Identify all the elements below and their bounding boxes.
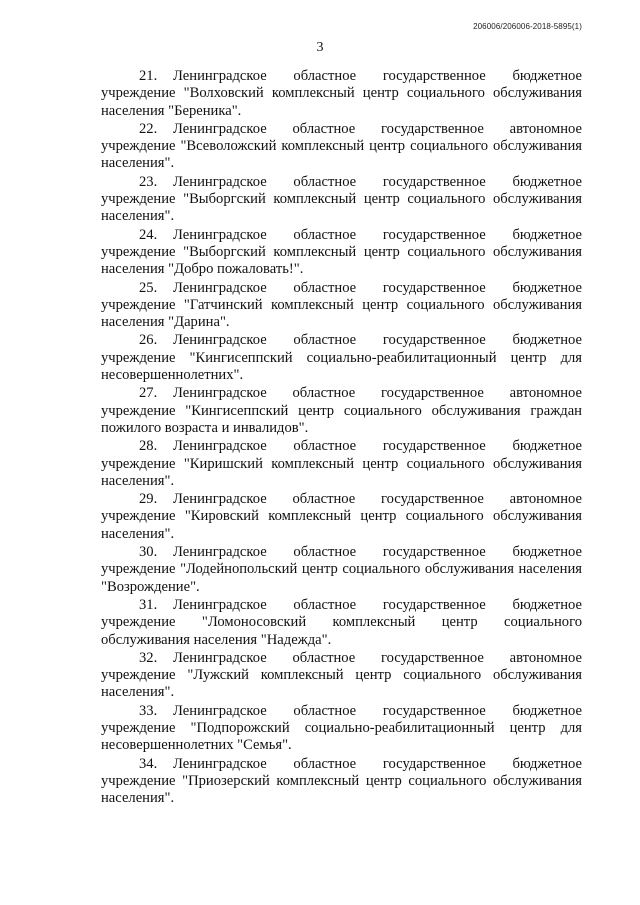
item-number: 24. xyxy=(139,226,158,243)
item-text: Ленинградское областное государственное бюджетное учреждение "Лодейнопольский центр социального обслуживания населения "Возрождение". xyxy=(101,544,582,595)
list-item xyxy=(101,703,582,755)
institution-list xyxy=(101,68,582,808)
item-text: Ленинградское областное государственное автономное учреждение "Кингисеппский центр социального обслуживания граждан пожилого возраста и инвалидов". xyxy=(101,385,582,436)
list-item xyxy=(101,491,582,543)
item-number: 22. xyxy=(139,120,158,137)
list-item xyxy=(101,756,582,808)
item-text: Ленинградское областное государственное бюджетное учреждение "Выборгский комплексный центр социального обслуживания населения "Добро пожаловать!". xyxy=(101,226,582,278)
item-number: 30. xyxy=(139,544,158,561)
item-number: 32. xyxy=(139,649,158,666)
item-number: 26. xyxy=(139,332,158,349)
document-id: 206006/206006-2018-5895(1) xyxy=(473,22,582,31)
page-number: 3 xyxy=(316,40,324,55)
item-text: Ленинградское областное государственное бюджетное учреждение "Приозерский комплексный центр социального обслуживания населения". xyxy=(101,755,582,807)
item-text: Ленинградское областное государственное автономное учреждение "Всеволожский комплексный центр социального обслуживания населения". xyxy=(101,120,582,172)
item-number: 31. xyxy=(139,596,158,613)
item-text: Ленинградское областное государственное бюджетное учреждение "Киришский комплексный центр социального обслуживания населения". xyxy=(101,438,582,489)
item-text: Ленинградское областное государственное автономное учреждение "Кировский комплексный центр социального обслуживания населения". xyxy=(101,491,582,542)
item-number: 25. xyxy=(139,279,158,296)
item-text: Ленинградское областное государственное автономное учреждение "Лужский комплексный центр социального обслуживания населения". xyxy=(101,649,582,701)
list-item xyxy=(101,650,582,702)
item-number: 34. xyxy=(139,755,158,772)
list-item xyxy=(101,438,582,490)
item-number: 29. xyxy=(139,491,158,508)
item-number: 27. xyxy=(139,385,158,402)
list-item xyxy=(101,597,582,649)
list-item xyxy=(101,174,582,226)
list-item xyxy=(101,385,582,437)
item-number: 28. xyxy=(139,438,158,455)
list-item xyxy=(101,280,582,332)
item-text: Ленинградское областное государственное бюджетное учреждение "Кингисеппский социально-реабилитационный центр для несовершеннолетних". xyxy=(101,332,582,384)
item-text: Ленинградское областное государственное бюджетное учреждение "Подпорожский социально-реабилитационный центр для несовершеннолетних "Семья". xyxy=(101,702,582,754)
list-item xyxy=(101,121,582,173)
item-number: 23. xyxy=(139,173,158,190)
item-text: Ленинградское областное государственное бюджетное учреждение "Волховский комплексный центр социального обслуживания населения "Береника". xyxy=(101,68,582,119)
item-text: Ленинградское областное государственное бюджетное учреждение "Ломоносовский комплексный центр социального обслуживания населения "Надежда". xyxy=(101,596,582,648)
item-text: Ленинградское областное государственное бюджетное учреждение "Выборгский комплексный центр социального обслуживания населения". xyxy=(101,173,582,225)
list-item xyxy=(101,544,582,596)
list-item xyxy=(101,332,582,384)
item-number: 21. xyxy=(139,68,158,84)
list-item xyxy=(101,68,582,120)
item-text: Ленинградское областное государственное бюджетное учреждение "Гатчинский комплексный центр социального обслуживания населения "Дарина". xyxy=(101,279,582,331)
item-number: 33. xyxy=(139,702,158,719)
list-item xyxy=(101,227,582,279)
